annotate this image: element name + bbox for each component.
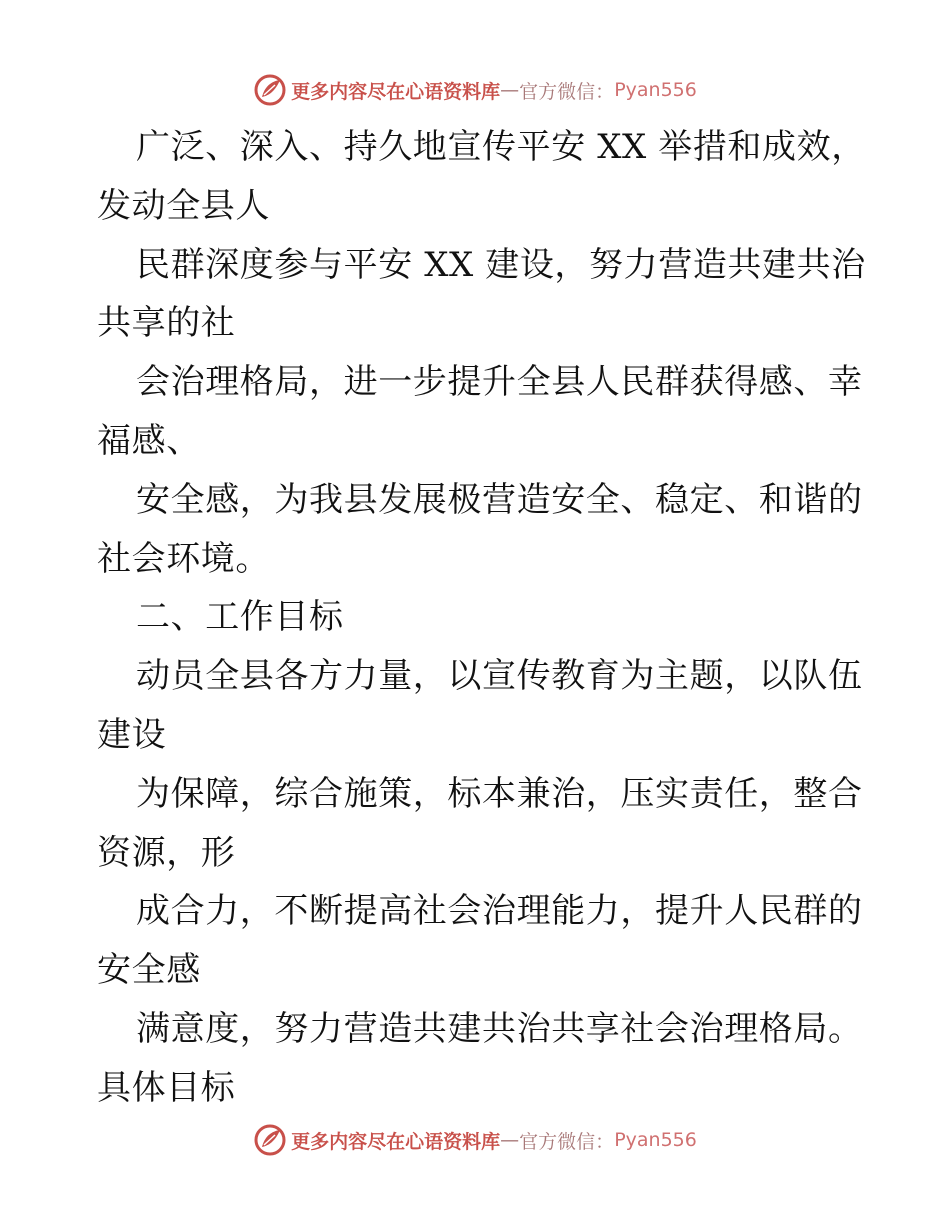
text-line: 社会环境。 xyxy=(97,538,270,579)
text-line: 民群深度参与平安 XX 建设，努力营造共建共治 xyxy=(136,244,866,285)
text-line: 资源，形 xyxy=(97,832,236,873)
watermark-id: Pyan556 xyxy=(614,1129,697,1151)
section-heading: 二、工作目标 xyxy=(136,597,344,638)
text-line: 安全感 xyxy=(97,950,201,991)
text-line: 动员全县各方力量，以宣传教育为主题，以队伍 xyxy=(136,656,863,697)
text-line: 满意度，努力营造共建共治共享社会治理格局。 xyxy=(136,1008,863,1049)
footer-watermark xyxy=(0,1120,950,1160)
text-line: 福感、 xyxy=(97,420,201,461)
document-body xyxy=(97,118,866,1118)
text-line: 共享的社 xyxy=(97,303,236,344)
leaf-logo-icon xyxy=(253,73,287,107)
watermark-site-text: 更多内容尽在心语资料库 xyxy=(291,80,501,103)
text-line: 会治理格局，进一步提升全县人民群获得感、幸 xyxy=(136,362,863,403)
text-line: 建设 xyxy=(97,714,167,755)
watermark-label: 官方微信： xyxy=(519,1130,615,1153)
watermark-dash: — xyxy=(500,1129,520,1151)
text-line: 为保障，综合施策，标本兼治，压实责任，整合 xyxy=(136,773,863,814)
text-line: 安全感，为我县发展极营造安全、稳定、和谐的 xyxy=(136,479,863,520)
text-line: 发动全县人 xyxy=(97,185,270,226)
watermark-site-text: 更多内容尽在心语资料库 xyxy=(291,1130,501,1153)
watermark-label: 官方微信： xyxy=(519,80,615,103)
text-line: 广泛、深入、持久地宣传平安 XX 举措和成效， xyxy=(136,127,866,167)
watermark-dash: — xyxy=(500,79,520,101)
header-watermark xyxy=(0,70,950,110)
leaf-logo-icon xyxy=(253,1123,287,1157)
text-line: 成合力，不断提高社会治理能力，提升人民群的 xyxy=(136,891,863,932)
text-line: 具体目标 xyxy=(97,1067,236,1108)
watermark-id: Pyan556 xyxy=(614,79,697,101)
